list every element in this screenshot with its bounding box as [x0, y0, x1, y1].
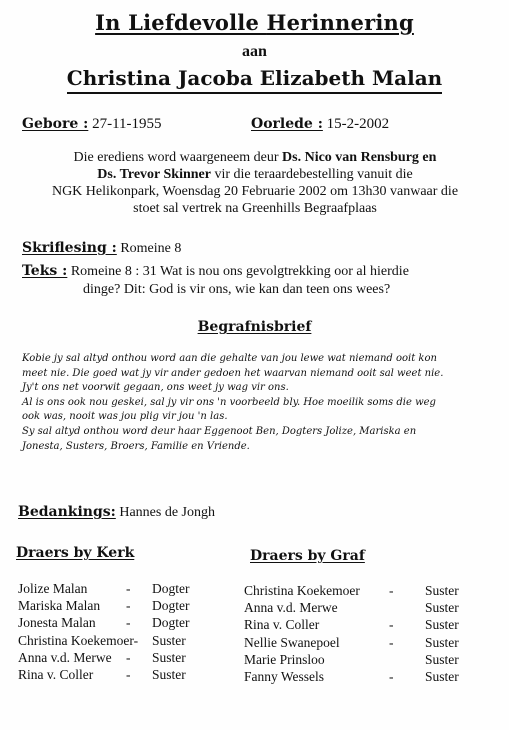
bearer-name: Anna v.d. Merwe: [244, 600, 338, 616]
text-line-2: dinge? Dit: God is vir ons, wie kan dan teen ons wees?: [83, 282, 391, 297]
text-label: Teks :: [22, 263, 68, 279]
bearer-relation: Suster: [152, 666, 186, 682]
thanks-label: Bedankings:: [18, 504, 116, 520]
died-value: 15-2-2002: [326, 116, 390, 132]
bearer-dash: -: [126, 615, 131, 631]
bearer-relation: Suster: [425, 617, 459, 633]
letter-line: Sy sal altyd onthou word deur haar Eggenoot Ben, Dogters Jolize, Mariska en: [22, 425, 417, 437]
bearer-row: [18, 666, 243, 683]
bearer-relation: Suster: [425, 583, 459, 598]
bearer-row: [18, 632, 243, 649]
bearer-relation: Suster: [152, 632, 186, 648]
bearer-name: Rina v. Coller: [18, 666, 94, 682]
deceased-name-text: Christina Jacoba Elizabeth Malan: [67, 66, 442, 94]
text-row: [22, 262, 492, 299]
bearer-name: Christina Koekemoer-: [18, 632, 139, 648]
bearer-name: Jonesta Malan: [18, 615, 96, 631]
minister-1: Ds. Nico van Rensburg en: [282, 150, 437, 165]
bearer-name: Nellie Swanepoel: [244, 634, 340, 650]
bearer-dash: -: [126, 649, 131, 665]
letter-body: [22, 352, 490, 454]
bearer-dash: -: [389, 634, 394, 650]
service-line-2: [24, 166, 486, 183]
bearer-dash: -: [126, 598, 131, 614]
bearer-row: [18, 597, 243, 614]
born-value: 27-11-1955: [92, 116, 162, 132]
card-title: [0, 10, 509, 35]
bearers-church-heading-wrap: [16, 544, 134, 562]
bearer-relation: Suster: [425, 651, 459, 667]
letter-line: ook was, nooit was jou plig vir jou 'n las.: [22, 411, 228, 423]
bearer-name: Anna v.d. Merwe: [18, 649, 112, 665]
bearer-relation: Dogter: [152, 615, 190, 631]
bearer-row: [244, 599, 484, 616]
bearer-relation: Suster: [152, 649, 186, 665]
bearer-relation: Dogter: [152, 598, 190, 614]
title-part-2: Herinnering: [266, 10, 414, 35]
bearers-grave-heading-wrap: [250, 547, 365, 565]
aan-label: aan: [242, 43, 267, 60]
letter-line: meet nie. Die goed wat jy vir ander gedoen het waarvan niemand ooit sal weet nie.: [22, 367, 444, 379]
bearer-row: [244, 634, 484, 651]
thanks-value: Hannes de Jongh: [119, 505, 215, 520]
bearer-dash: -: [126, 666, 131, 682]
bearer-relation: Suster: [425, 600, 459, 616]
minister-2: Ds. Trevor Skinner: [97, 167, 211, 182]
letter-line: Jy't ons net voorwit gegaan, ons weet jy wag vir ons.: [22, 382, 289, 394]
bearer-row: [18, 649, 243, 666]
letter-heading-wrap: [0, 318, 509, 336]
scripture-value: Romeine 8: [120, 241, 182, 256]
scripture-label: Skriflesing :: [22, 240, 117, 256]
bearer-name: Mariska Malan: [18, 598, 101, 614]
scripture-row: [22, 240, 181, 257]
service-paragraph: [24, 149, 486, 217]
service-line-1: [24, 149, 486, 166]
bearer-name: Marie Prinsloo: [244, 651, 325, 667]
bearers-grave-heading: Draers by Graf: [250, 548, 365, 564]
died-block: [251, 116, 389, 133]
service-line-3: NGK Helikonpark, Woensdag 20 Februarie 2002 om 13h30 vanwaar die: [51, 184, 459, 199]
bearer-relation: Suster: [425, 668, 459, 684]
bearers-grave-list: [244, 582, 484, 685]
bearer-row: [244, 668, 484, 685]
bearer-relation: Dogter: [152, 581, 190, 596]
service-line-2-text: vir die teraardebestelling vanuit die: [210, 167, 413, 182]
bearer-name: Fanny Wessels: [244, 668, 325, 684]
bearer-name: Christina Koekemoer: [244, 583, 360, 598]
bearer-name: Jolize Malan: [18, 581, 88, 596]
bearer-name: Rina v. Coller: [244, 617, 320, 633]
letter-heading: Begrafnisbrief: [197, 319, 312, 335]
text-line-1: Romeine 8 : 31 Wat is nou ons gevolgtrekking oor al hierdie: [70, 264, 409, 279]
dates-row: [22, 116, 492, 133]
letter-line: Jonesta, Susters, Broers, Familie en Vriende.: [22, 440, 250, 452]
bearer-dash: -: [126, 581, 131, 596]
bearer-row: [244, 582, 484, 599]
letter-line: Al is ons ook nou geskei, sal jy vir ons 'n voorbeeld bly. Hoe moeilik soms die weg: [22, 396, 436, 408]
born-label: Gebore :: [22, 116, 89, 132]
bearer-dash: -: [389, 583, 394, 598]
thanks-row: [18, 504, 215, 521]
bearer-row: [18, 614, 243, 631]
bearer-relation: Suster: [425, 634, 459, 650]
service-line-4: stoet sal vertrek na Greenhills Begraafplaas: [133, 201, 377, 216]
service-line-1-text: Die erediens word waargeneem deur: [73, 150, 283, 165]
title-part-1: In Liefdevolle: [95, 10, 267, 35]
bearer-row: [244, 651, 484, 668]
bearers-church-heading: Draers by Kerk: [16, 545, 135, 561]
bearer-dash: -: [389, 668, 394, 684]
died-label: Oorlede :: [251, 116, 323, 132]
bearer-row: [18, 580, 243, 597]
bearer-dash: -: [389, 617, 394, 633]
bearer-row: [244, 616, 484, 633]
deceased-name: [0, 66, 509, 94]
letter-line: Kobie jy sal altyd onthou word aan die gehalte van jou lewe wat niemand ooit kon: [22, 353, 437, 364]
bearers-church-list: [18, 580, 243, 683]
